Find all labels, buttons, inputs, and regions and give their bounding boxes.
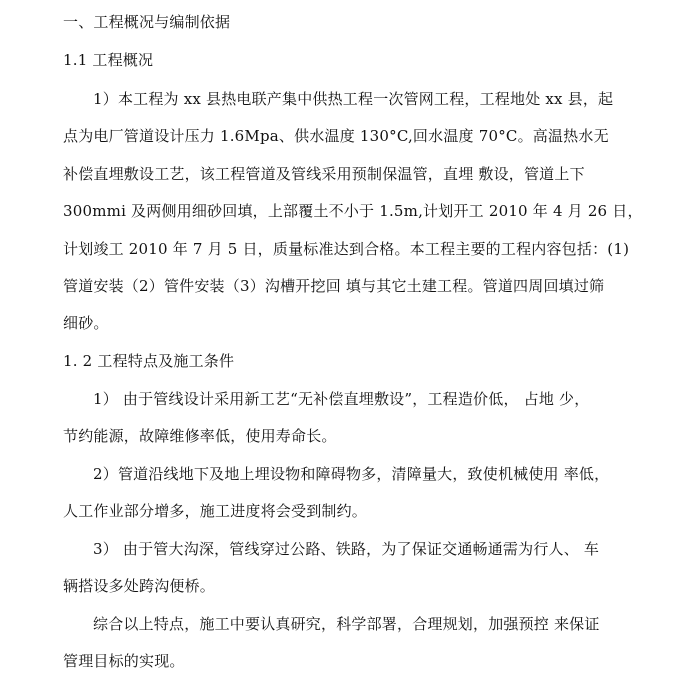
paragraph-line: 补偿直埋敷设工艺，该工程管道及管线采用预制保温管，直埋 敷设，管道上下 xyxy=(63,165,585,183)
paragraph-line: 综合以上特点，施工中要认真研究，科学部署，合理规划，加强预控 来保证 xyxy=(93,615,600,633)
paragraph-line: 人工作业部分增多，施工进度将会受到制约。 xyxy=(63,502,368,520)
paragraph-line: 点为电厂管道设计压力 1.6Mpa、供水温度 130°C,回水温度 70°C。高温热水无 xyxy=(63,127,609,145)
paragraph-line: 管道安装（2）管件安装（3）沟槽开挖回 填与其它土建工程。管道四周回填过筛 xyxy=(63,277,605,295)
paragraph-line: 1） 由于管线设计采用新工艺“无补偿直埋敷设”，工程造价低， 占地 少， xyxy=(93,390,590,408)
paragraph-line: 辆搭设多处跨沟便桥。 xyxy=(63,577,216,595)
paragraph-line: 细砂。 xyxy=(63,314,109,332)
paragraph-line: 计划竣工 2010 年 7 月 5 日，质量标准达到合格。本工程主要的工程内容包括：(1) xyxy=(63,240,630,258)
subsection-heading-features: 1. 2 工程特点及施工条件 xyxy=(63,352,235,370)
subsection-heading-overview: 1.1 工程概况 xyxy=(63,51,154,69)
paragraph-line: 节约能源，故障维修率低，使用寿命长。 xyxy=(63,427,337,445)
section-heading: 一、工程概况与编制依据 xyxy=(63,13,231,31)
paragraph-line: 2）管道沿线地下及地上埋设物和障碍物多，清障量大，致使机械使用 率低， xyxy=(93,465,610,483)
paragraph-line: 3） 由于管大沟深，管线穿过公路、铁路，为了保证交通畅通需为行人、 车 xyxy=(93,540,600,558)
paragraph-line: 管理目标的实现。 xyxy=(63,652,185,670)
paragraph-line: 300mmi 及两侧用细砂回填，上部覆土不小于 1.5m,计划开工 2010 年 4 月 26 日， xyxy=(63,202,643,220)
paragraph-line: 1）本工程为 xx 县热电联产集中供热工程一次管网工程，工程地处 xx 县，起 xyxy=(93,90,614,108)
